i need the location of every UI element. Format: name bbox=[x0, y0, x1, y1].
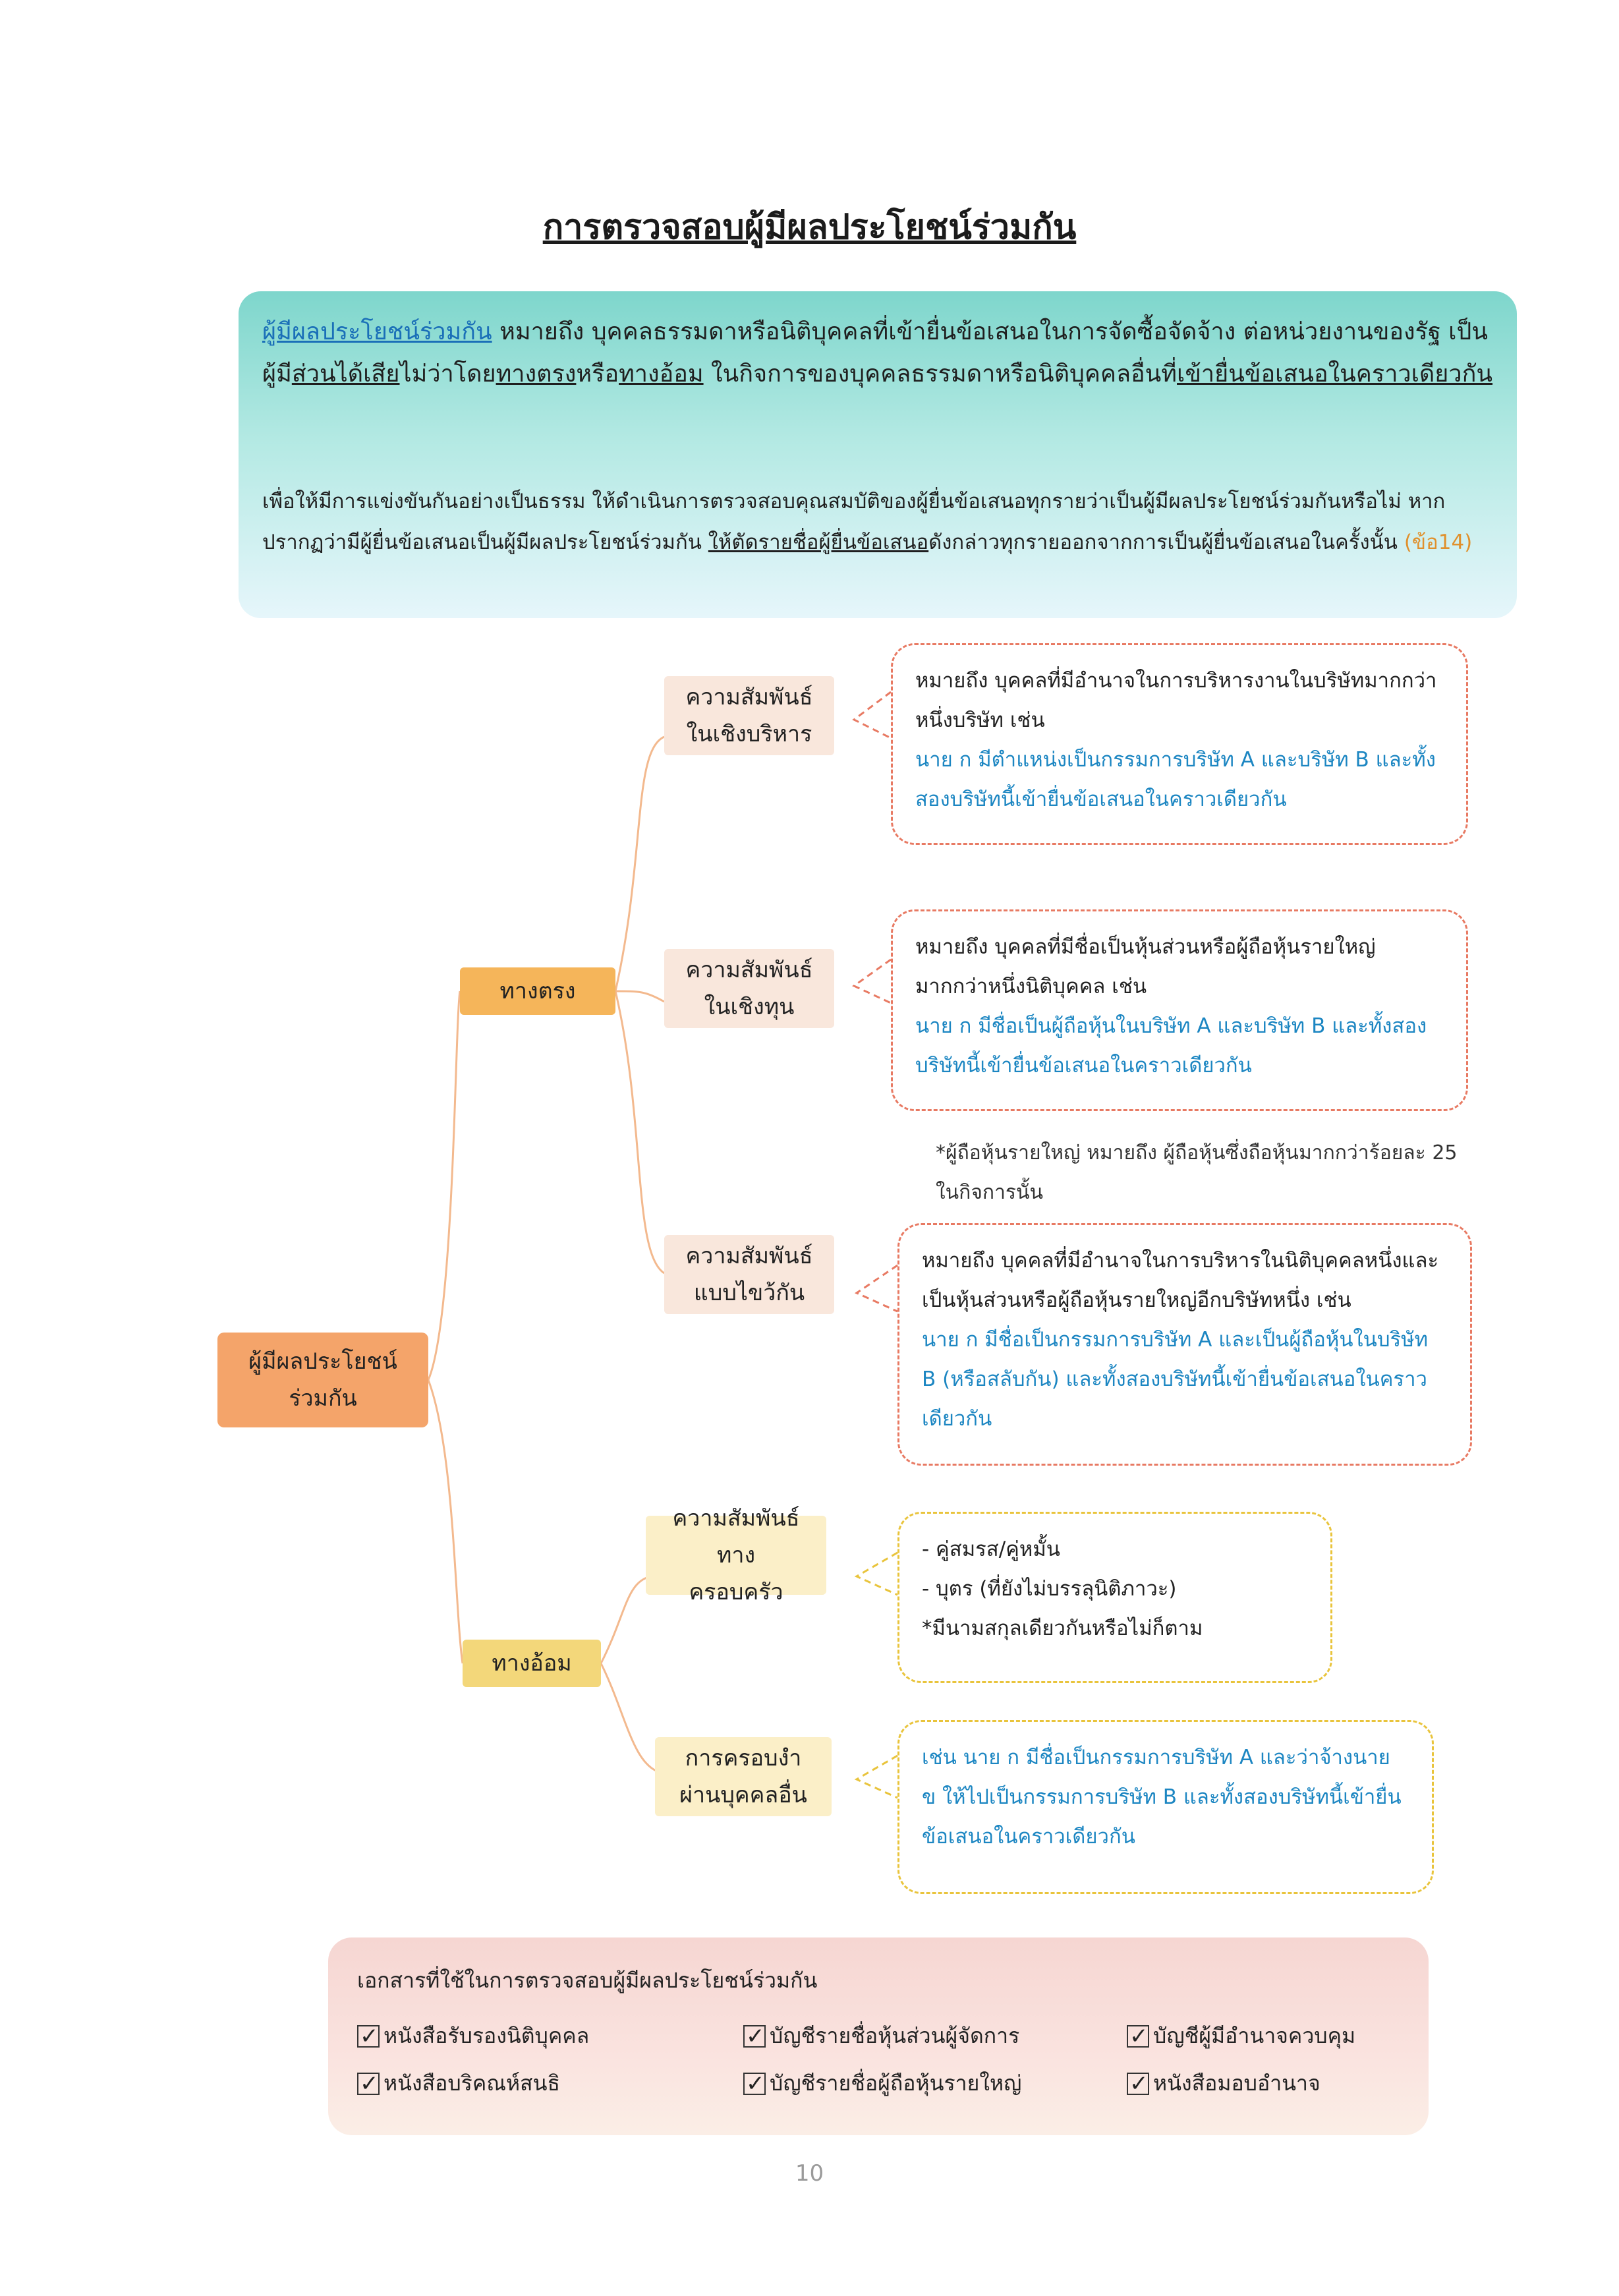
checkbox-checked-icon bbox=[743, 2070, 766, 2097]
checkbox-checked-icon bbox=[1127, 2025, 1149, 2048]
check-mark: ✓ bbox=[360, 2023, 379, 2050]
document-label: หนังสือรับรองนิติบุคคล bbox=[383, 2023, 590, 2048]
rule-part-a: เพื่อให้มีการแข่งขันกันอย่างเป็นธรรม ให้ดำเนินการตรวจสอบคุณสมบัติของผู้ยื่นข้อเสนอทุกรายว่าเป็นผู้มีผลประโยชน์ร่วมกันหรือไม่ หากปรากฏว่ามีผู้ยื่นข้อเสนอเป็นผู้มีผลประโยชน์ร่วมกัน bbox=[262, 490, 1446, 554]
definition-term: ผู้มีผลประโยชน์ร่วมกัน bbox=[262, 318, 492, 345]
family-item-spouse: - คู่สมรส/คู่หมั้น bbox=[922, 1537, 1060, 1561]
proxy-node-label: การครอบงำผ่านบุคคลอื่น bbox=[679, 1745, 807, 1808]
check-mark: ✓ bbox=[746, 2023, 765, 2050]
document-item bbox=[357, 2019, 589, 2053]
document-label: บัญชีผู้มีอำนาจควบคุม bbox=[1153, 2023, 1356, 2048]
definition-part-h: เข้ายื่นข้อเสนอในคราวเดียวกัน bbox=[1177, 360, 1493, 387]
documents-box bbox=[328, 1937, 1429, 2135]
management-node-label: ความสัมพันธ์ในเชิงบริหาร bbox=[685, 684, 813, 747]
check-mark: ✓ bbox=[746, 2070, 765, 2097]
capital-node-label: ความสัมพันธ์ในเชิงทุน bbox=[685, 957, 813, 1020]
shareholder-note: *ผู้ถือหุ้นรายใหญ่ หมายถึง ผู้ถือหุ้นซึ่งถือหุ้นมากกว่าร้อยละ 25 ในกิจการนั้น bbox=[936, 1141, 1458, 1204]
definition-part-a: หมายถึง บุคคลธรรมดาหรือนิติบุคคลที่เข้ายื่นข้อเสนอในการจัดซื้อจัดจ้าง ต่อหน่วยงานของรัฐ เป็นผู้มี bbox=[262, 318, 1488, 387]
pointer-proxy bbox=[857, 1756, 897, 1798]
document-label: บัญชีรายชื่อผู้ถือหุ้นรายใหญ่ bbox=[770, 2071, 1022, 2096]
family-bubble bbox=[897, 1512, 1332, 1683]
check-mark: ✓ bbox=[1129, 2023, 1149, 2050]
definition-part-g: ในกิจการของบุคคลธรรมดาหรือนิติบุคคลอื่นที่ bbox=[703, 360, 1178, 387]
pointer-cross bbox=[857, 1265, 897, 1311]
management-definition: หมายถึง บุคคลที่มีอำนาจในการบริหารงานในบริษัทมากกว่าหนึ่งบริษัท เช่น bbox=[915, 669, 1437, 732]
family-node-label: ความสัมพันธ์ทางครอบครัว bbox=[672, 1505, 800, 1605]
family-note: *มีนามสกุลเดียวกันหรือไม่ก็ตาม bbox=[922, 1617, 1203, 1640]
checkbox-checked-icon bbox=[357, 2070, 380, 2097]
page-title: การตรวจสอบผู้มีผลประโยชน์ร่วมกัน bbox=[542, 208, 1077, 247]
pointer-family bbox=[857, 1553, 897, 1595]
check-mark: ✓ bbox=[1129, 2070, 1149, 2097]
document-item bbox=[1127, 2019, 1355, 2053]
document-item bbox=[743, 2019, 1019, 2053]
check-mark: ✓ bbox=[360, 2070, 379, 2097]
capital-example: นาย ก มีชื่อเป็นผู้ถือหุ้นในบริษัท A และบริษัท B และทั้งสองบริษัทนี้เข้ายื่นข้อเสนอในคราวเดียวกัน bbox=[915, 1014, 1427, 1077]
proxy-bubble bbox=[897, 1720, 1434, 1894]
document-item bbox=[1127, 2067, 1321, 2100]
management-bubble bbox=[891, 643, 1468, 845]
document-label: หนังสือมอบอำนาจ bbox=[1153, 2071, 1321, 2096]
rule-reference: (ข้อ14) bbox=[1404, 531, 1473, 554]
pointer-capital bbox=[854, 960, 891, 1003]
family-item-child: - บุตร (ที่ยังไม่บรรลุนิติภาวะ) bbox=[922, 1577, 1177, 1601]
page-number: 10 bbox=[795, 2160, 824, 2187]
cross-example: นาย ก มีชื่อเป็นกรรมการบริษัท A และเป็นผู้ถือหุ้นในบริษัท B (หรือสลับกัน) และทั้งสองบริษัทนี้เข้ายื่นข้อเสนอในคราวเดียวกัน bbox=[922, 1328, 1429, 1431]
direct-node-label: ทางตรง bbox=[499, 978, 576, 1004]
definition-part-d: ทางตรง bbox=[496, 360, 577, 387]
management-example: นาย ก มีตำแหน่งเป็นกรรมการบริษัท A และบริษัท B และทั้งสองบริษัทนี้เข้ายื่นข้อเสนอในคราวเดียวกัน bbox=[915, 748, 1436, 811]
pointer-management bbox=[854, 692, 891, 738]
rule-part-c: ดังกล่าวทุกรายออกจากการเป็นผู้ยื่นข้อเสนอในครั้งนั้น bbox=[928, 531, 1404, 554]
checkbox-checked-icon bbox=[743, 2025, 766, 2048]
documents-title: เอกสารที่ใช้ในการตรวจสอบผู้มีผลประโยชน์ร่วมกัน bbox=[357, 1968, 818, 1993]
document-item bbox=[743, 2067, 1021, 2100]
proxy-example: เช่น นาย ก มีชื่อเป็นกรรมการบริษัท A และว่าจ้างนาย ข ให้ไปเป็นกรรมการบริษัท B และทั้งสองบริษัทนี้เข้ายื่นข้อเสนอในคราวเดียวกัน bbox=[922, 1746, 1402, 1849]
document-label: บัญชีรายชื่อหุ้นส่วนผู้จัดการ bbox=[770, 2023, 1020, 2048]
checkbox-checked-icon bbox=[357, 2025, 380, 2048]
capital-bubble bbox=[891, 909, 1468, 1111]
definition-part-c: ไม่ว่าโดย bbox=[399, 360, 496, 387]
document-label: หนังสือบริคณห์สนธิ bbox=[383, 2071, 560, 2096]
cross-bubble bbox=[897, 1223, 1472, 1466]
document-item bbox=[357, 2067, 560, 2100]
rule-part-b: ให้ตัดรายชื่อผู้ยื่นข้อเสนอ bbox=[708, 531, 929, 554]
definition-part-f: ทางอ้อม bbox=[619, 360, 704, 387]
cross-definition: หมายถึง บุคคลที่มีอำนาจในการบริหารในนิติบุคคลหนึ่งและเป็นหุ้นส่วนหรือผู้ถือหุ้นรายใหญ่อีกบริษัทหนึ่ง เช่น bbox=[922, 1249, 1439, 1312]
checkbox-checked-icon bbox=[1127, 2070, 1149, 2097]
definition-part-b: ส่วนได้เสีย bbox=[291, 360, 400, 387]
indirect-node-label: ทางอ้อม bbox=[492, 1650, 572, 1677]
cross-node-label: ความสัมพันธ์แบบไขว้กัน bbox=[685, 1243, 813, 1306]
definition-part-e: หรือ bbox=[576, 360, 619, 387]
root-node-label: ผู้มีผลประโยชน์ร่วมกัน bbox=[248, 1348, 397, 1412]
capital-definition: หมายถึง บุคคลที่มีชื่อเป็นหุ้นส่วนหรือผู้ถือหุ้นรายใหญ่มากกว่าหนึ่งนิติบุคคล เช่น bbox=[915, 935, 1376, 998]
